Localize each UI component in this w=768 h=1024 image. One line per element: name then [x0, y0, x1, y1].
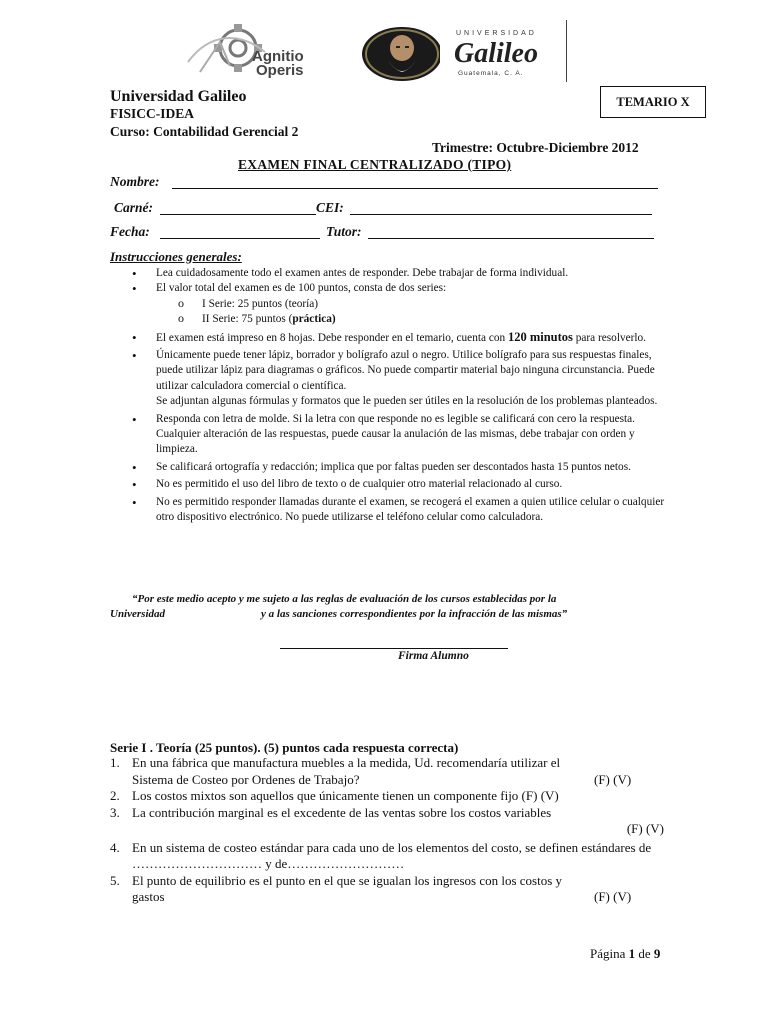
logo-text-operis: Operis: [256, 62, 304, 79]
list-item: o II Serie: 75 puntos (práctica): [156, 312, 678, 327]
q1-options[interactable]: (F) (V): [594, 771, 632, 787]
question-5: 5. El punto de equilibrio es el punto en el que se igualan los ingresos con los costos y gastos (F) (V): [110, 872, 632, 904]
question-4: 4. En un sistema de costeo estándar para cada uno de los elementos del costo, se definen estándares de ………………………… y de………………………: [110, 839, 652, 871]
question-list: [110, 755, 670, 906]
course-name: Curso: Contabilidad Gerencial 2: [110, 124, 299, 139]
list-item: • Únicamente puede tener lápiz, borrador y bolígrafo azul o negro. Utilice bolígrafo para sus respuestas finales, puede utilizar lápiz para diagramas o gráficos. No puede compartir material bajo ninguna circunstancia. Puede utilizar calculadora comercial o científica. Se adjuntan algunas fórmulas y formatos que le pueden ser útiles en la resolución de los problemas planteados.: [130, 348, 678, 410]
carne-label: Carné:: [114, 200, 154, 215]
agreement-line-1: “Por este medio acepto y me sujeto a las reglas de evaluación de los cursos establecidas por la: [132, 593, 557, 605]
page-number: Página 1 de 9: [590, 946, 661, 961]
nombre-label: Nombre:: [110, 174, 160, 189]
list-item: • El valor total del examen es de 100 puntos, consta de dos series: o I Serie: 25 puntos (teoría) o II Serie: 75 puntos (práctica): [130, 281, 678, 327]
list-item: • Se calificará ortografía y redacción; implica que por faltas pueden ser descontados hasta 15 puntos netos.: [130, 460, 678, 475]
term: Trimestre: Octubre-Diciembre 2012: [432, 140, 639, 155]
agreement-statement: [110, 592, 680, 622]
signature-label: Firma Alumno: [398, 650, 469, 662]
list-item: • Responda con letra de molde. Si la letra con que responde no es legible se calificará con cero la respuesta. Cualquier alteración de las respuestas, puede causar la anulación de las mismas, debe trabajar con orden y limpieza.: [130, 412, 678, 458]
logo-galileo-name: Galileo: [454, 38, 538, 69]
carne-input-line[interactable]: [160, 214, 316, 215]
agreement-line-2b: y a las sanciones correspondientes por la infracción de las mismas”: [261, 608, 568, 620]
agnitio-operis-logo: [180, 22, 320, 80]
logo-guatemala-label: Guatemala, C. A.: [458, 70, 524, 77]
list-item: • No es permitido responder llamadas durante el examen, se recogerá el examen a quien utilice celular o cualquier otro dispositivo electrónico. No puede utilizarse el teléfono celular como calculadora.: [130, 495, 678, 526]
q5-options[interactable]: (F) (V): [594, 889, 632, 904]
q3-options[interactable]: (F) (V): [626, 821, 664, 836]
series-sublist: [156, 297, 678, 328]
logo-universidad-label: UNIVERSIDAD: [456, 30, 537, 37]
nombre-input-line[interactable]: [172, 188, 658, 189]
question-2: 2. Los costos mixtos son aquellos que únicamente tienen un componente fijo (F) (V): [110, 788, 559, 803]
logo-text-agnitio: Agnitio: [252, 48, 304, 65]
universidad-galileo-logo: [360, 26, 560, 82]
cei-label: CEI:: [316, 200, 344, 215]
list-item: • Lea cuidadosamente todo el examen antes de responder. Debe trabajar de forma individual.: [130, 266, 678, 281]
serie-1-title: Serie I . Teoría (25 puntos). (5) puntos cada respuesta correcta): [110, 740, 459, 755]
signature-line[interactable]: [280, 648, 508, 649]
temario-box: TEMARIO X: [600, 86, 706, 118]
tutor-input-line[interactable]: [368, 238, 654, 239]
agreement-line-2a: Universidad: [110, 608, 165, 620]
university-name: Universidad Galileo: [110, 88, 247, 105]
portrait-emblem-icon: [360, 26, 440, 82]
header-divider: [566, 20, 567, 82]
instructions-list: [130, 266, 678, 526]
tutor-label: Tutor:: [326, 224, 362, 239]
list-item: • El examen está impreso en 8 hojas. Debe responder en el temario, cuenta con 120 minutos para resolverlo.: [130, 330, 678, 346]
list-item: • No es permitido el uso del libro de texto o de cualquier otro material relacionado al curso.: [130, 477, 678, 492]
instructions-heading: Instrucciones generales:: [110, 249, 242, 264]
fecha-input-line[interactable]: [160, 238, 320, 239]
exam-title: EXAMEN FINAL CENTRALIZADO (TIPO): [238, 157, 512, 172]
faculty: FISICC-IDEA: [110, 106, 195, 121]
list-item: o I Serie: 25 puntos (teoría): [156, 297, 678, 312]
fecha-label: Fecha:: [110, 224, 150, 239]
cei-input-line[interactable]: [350, 214, 652, 215]
question-3: 3. La contribución marginal es el excedente de las ventas sobre los costos variables (F) (V): [110, 805, 670, 838]
question-1: 1. En una fábrica que manufactura muebles a la medida, Ud. recomendaría utilizar el Sistema de Costeo por Ordenes de Trabajo? (F) (V): [110, 755, 632, 787]
